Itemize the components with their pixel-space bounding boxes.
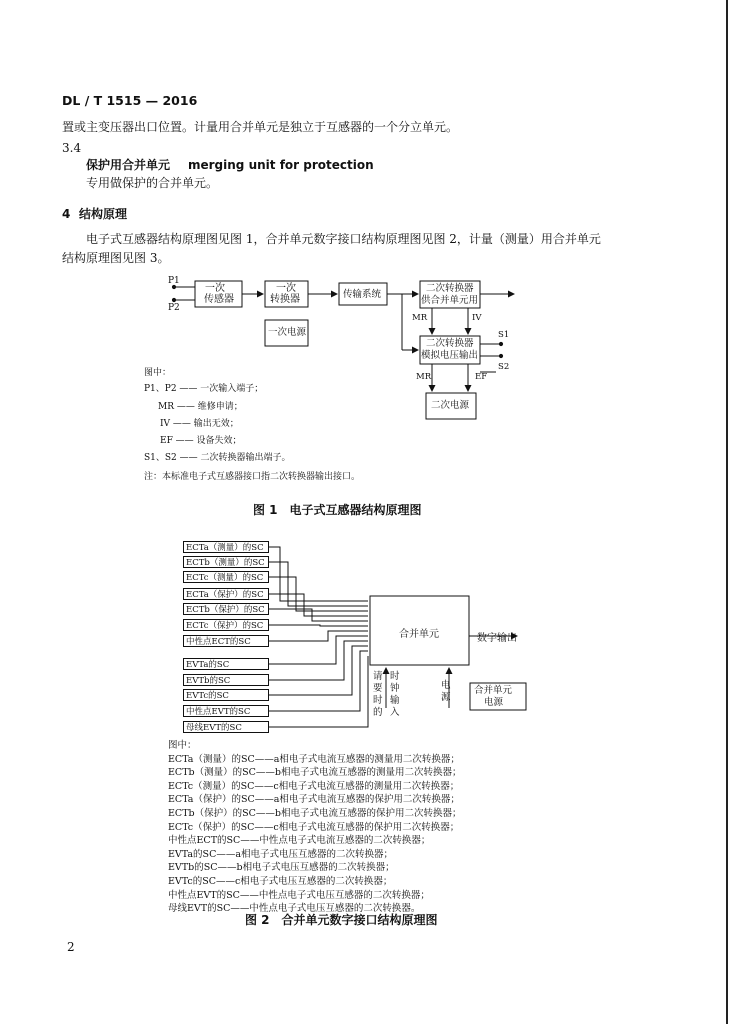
box-primary-converter-line1: 一次 (276, 283, 296, 294)
clause-number: 3.4 (62, 141, 82, 155)
fig2-connector-line (269, 636, 368, 664)
fig2-legend-item: EVTb的SC——b相电子式电压互感器的二次转换器； (168, 862, 395, 874)
paragraph-line-1: 电子式互感器结构原理图见图 1，合并单元数字接口结构原理图见图 2，计量（测量）用合并单元 (86, 232, 601, 246)
fig2-input-box: ECTa（测量）的SC (183, 541, 269, 553)
fig2-input-box: EVTb的SC (183, 674, 269, 686)
fig2-input-box: ECTb（测量）的SC (183, 556, 269, 568)
box-secondary-power-label: 二次电源 (431, 400, 470, 411)
fig2-input-box: EVTc的SC (183, 689, 269, 701)
box-transmission-label: 传输系统 (343, 289, 382, 300)
label-p1: P1 (168, 276, 180, 286)
box-sec-conv-analog-line2: 模拟电压输出 (421, 350, 479, 361)
fig2-connector-line (269, 641, 368, 680)
fig2-input-box: ECTc（保护）的SC (183, 619, 269, 631)
fig2-legend-item: ECTc（保护）的SC——c相电子式电流互感器的保护用二次转换器； (168, 821, 460, 833)
box-primary-converter-line2: 转换器 (270, 294, 300, 305)
fig1-legend-item: IV —— 输出无效； (160, 419, 239, 429)
term-definition: 专用做保护的合并单元。 (86, 176, 219, 190)
figure-2-caption: 图 2 合并单元数字接口结构原理图 (245, 913, 438, 927)
label-mr-top: MR (412, 313, 428, 323)
fig2-legend-title: 图中： (168, 740, 197, 751)
fig2-input-box: 中性点EVT的SC (183, 705, 269, 717)
fig1-legend-item: S1、S2 —— 二次转换器输出端子。 (144, 453, 291, 463)
fig1-note: 注：本标准电子式互感器接口指二次转换器输出接口。 (144, 472, 361, 482)
fig2-connector-line (269, 562, 368, 606)
sample-sync-label: 请 要 时 的 (373, 671, 383, 718)
figure-1-caption: 图 1 电子式互感器结构原理图 (253, 503, 422, 517)
fig2-input-box: ECTb（保护）的SC (183, 603, 269, 615)
clock-input-label: 时 钟 输 入 (390, 671, 400, 718)
box-sec-conv-digital-line2: 供合并单元用 (421, 295, 479, 306)
fig2-legend-item: ECTb（测量）的SC——b相电子式电流互感器的测量用二次转换器； (168, 767, 462, 779)
label-s2: S2 (498, 362, 510, 372)
fig2-legend-item: 中性点ECT的SC——中性点电子式电流互感器的二次转换器； (168, 835, 431, 847)
fig1-legend-item: EF —— 设备失效； (160, 436, 242, 446)
fig2-connector-line (269, 594, 368, 616)
section-title: 结构原理 (79, 207, 128, 221)
mu-box-label: 合并单元 (399, 629, 439, 640)
power-label: 电 源 (441, 680, 451, 703)
fig2-legend-item: ECTa（测量）的SC——a相电子式电流互感器的测量用二次转换器； (168, 753, 460, 765)
label-mr-bottom: MR (416, 372, 432, 382)
box-primary-power-label: 一次电源 (268, 327, 307, 338)
fig2-legend-item: ECTc（测量）的SC——c相电子式电流互感器的测量用二次转换器； (168, 780, 460, 792)
term-chinese: 保护用合并单元 (86, 158, 171, 172)
fig2-connector-line (269, 656, 368, 727)
digital-output-label: 数字输出 (477, 633, 517, 644)
fig2-input-box: ECTc（测量）的SC (183, 571, 269, 583)
label-s1: S1 (498, 330, 510, 340)
fig2-connector-line (269, 646, 368, 695)
section-number: 4 (62, 207, 71, 221)
fig2-connector-line (269, 651, 368, 711)
fig1-legend-title: 图中： (144, 368, 172, 378)
label-iv: IV (472, 313, 482, 323)
doc-number: DL / T 1515 — 2016 (62, 93, 198, 108)
box-sec-conv-analog-line1: 二次转换器 (426, 338, 474, 349)
fig2-legend-item: ECTa（保护）的SC——a相电子式电流互感器的保护用二次转换器； (168, 794, 460, 806)
mu-power-line1: 合并单元 (474, 685, 513, 696)
fig2-legend-item: ECTb（保护）的SC——b相电子式电流互感器的保护用二次转换器； (168, 808, 462, 819)
fig2-legend-item: 母线EVT的SC——中性点电子式电压互感器的二次转换器。 (168, 903, 421, 915)
fig2-connector-line (269, 625, 368, 626)
continued-line: 置或主变压器出口位置。计量用合并单元是独立于互感器的一个分立单元。 (62, 120, 459, 134)
mu-power-line2: 电源 (484, 697, 504, 708)
fig2-input-box: 母线EVT的SC (183, 721, 269, 733)
fig2-legend-item: 中性点EVT的SC——中性点电子式电压互感器的二次转换器； (168, 889, 430, 901)
fig2-legend-item: EVTc的SC——c相电子式电压互感器的二次转换器； (168, 876, 393, 887)
box-primary-sensor-line1: 一次 (205, 283, 225, 294)
fig2-input-box: ECTa（保护）的SC (183, 588, 269, 600)
fig2-input-box: EVTa的SC (183, 658, 269, 670)
box-primary-sensor-line2: 传感器 (204, 294, 234, 305)
fig1-legend-item: MR —— 维修申请； (158, 402, 243, 412)
term-english: merging unit for protection (188, 158, 374, 172)
fig2-input-box: 中性点ECT的SC (183, 635, 269, 647)
page-number: 2 (67, 940, 75, 954)
box-sec-conv-digital-line1: 二次转换器 (426, 283, 474, 294)
fig2-connector-line (269, 547, 368, 601)
fig1-legend-item: P1、P2 —— 一次输入端子； (144, 384, 264, 394)
fig2-legend-item: EVTa的SC——a相电子式电压互感器的二次转换器； (168, 848, 393, 860)
label-p2: P2 (168, 303, 180, 313)
paragraph-line-2: 结构原理图见图 3。 (62, 251, 170, 265)
label-ef: EF (475, 372, 488, 382)
